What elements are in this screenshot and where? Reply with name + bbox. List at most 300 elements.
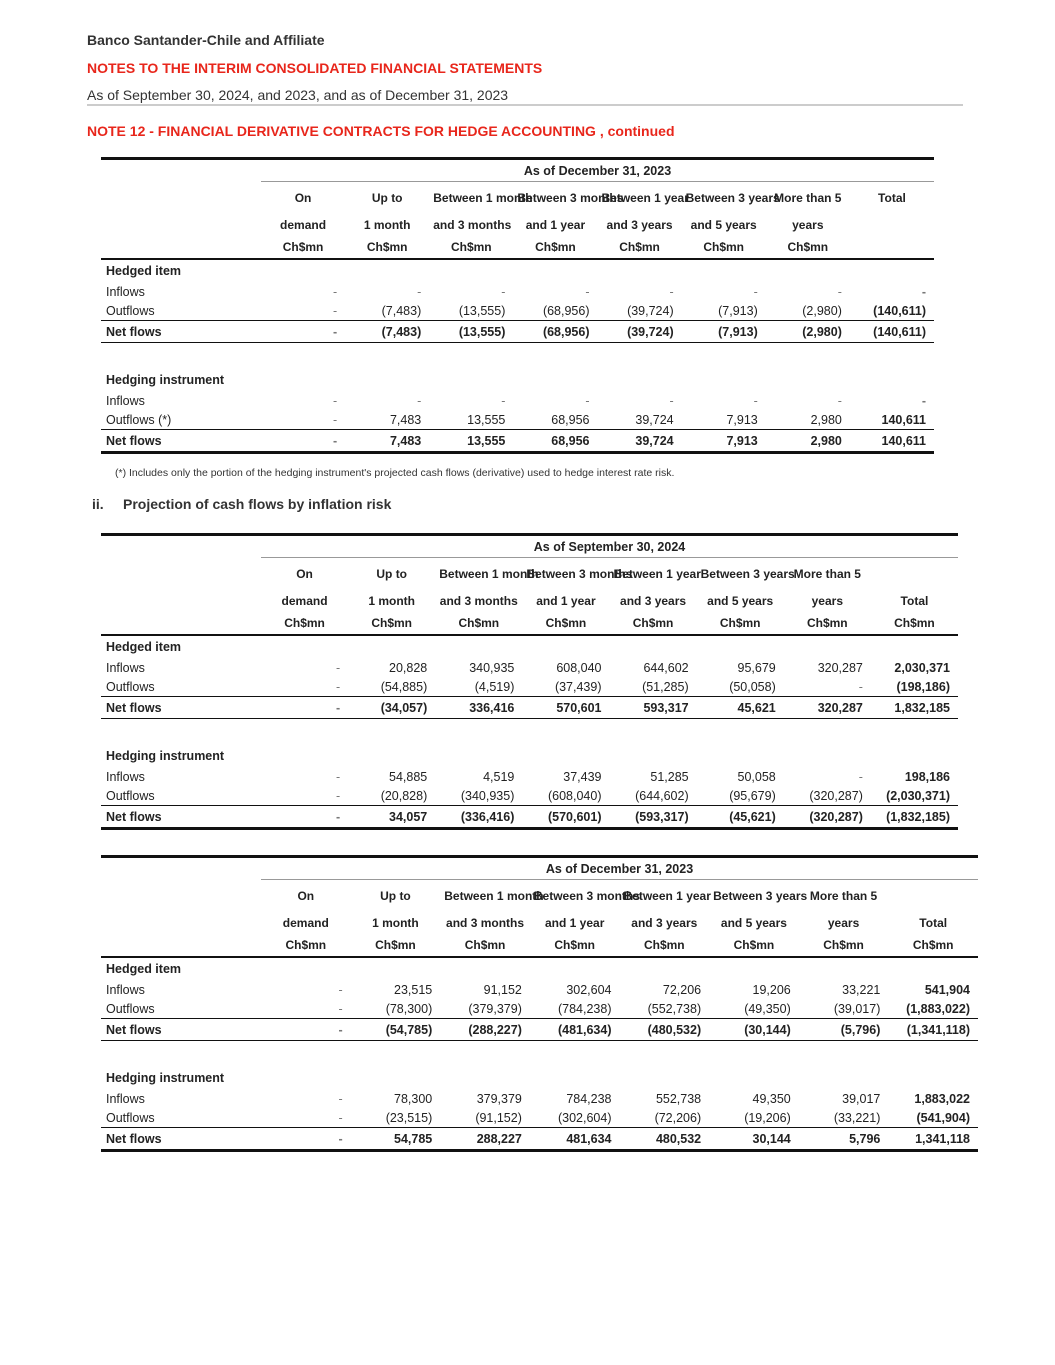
cell-value: - xyxy=(858,769,863,784)
section-label: Hedging instrument xyxy=(106,373,225,387)
column-header: and 3 years xyxy=(606,218,673,232)
cell-value: (4,519) xyxy=(474,679,515,694)
column-header-row xyxy=(101,236,934,259)
blank-cell xyxy=(598,369,682,391)
cell-value: (340,935) xyxy=(460,788,515,803)
row-label: Outflows (*) xyxy=(106,412,172,427)
section-label: Hedged item xyxy=(106,962,182,976)
column-header: 1 month xyxy=(363,218,411,232)
cell-value: 379,379 xyxy=(476,1091,522,1106)
cell-value: (481,634) xyxy=(530,1019,620,1041)
cell-value: - xyxy=(261,1019,351,1041)
blank-cell xyxy=(610,745,697,767)
column-header: Ch$mn xyxy=(610,612,697,635)
cell-value: (593,317) xyxy=(610,806,697,829)
section-row xyxy=(101,957,978,980)
table-title-row xyxy=(101,857,978,880)
cell-value: (54,785) xyxy=(351,1019,441,1041)
blank-cell xyxy=(709,957,799,980)
blank-cell xyxy=(101,182,261,215)
blank-cell xyxy=(435,745,522,767)
cell-value: (5,796) xyxy=(799,1019,889,1041)
cell-value: 20,828 xyxy=(389,660,428,675)
table-title-row xyxy=(101,535,958,558)
blank-cell xyxy=(261,369,345,391)
cell-value: 30,144 xyxy=(709,1128,799,1151)
cell-value: (91,152) xyxy=(475,1110,522,1125)
section-label: Hedging instrument xyxy=(106,749,225,763)
net-flows-row xyxy=(101,1019,978,1041)
blank-cell xyxy=(709,1067,799,1089)
cell-value: 91,152 xyxy=(483,982,522,997)
cell-value: (1,341,118) xyxy=(888,1019,978,1041)
cell-value: 2,980 xyxy=(766,430,850,453)
blank-cell xyxy=(101,535,261,558)
blank-cell xyxy=(682,369,766,391)
row-label: Inflows xyxy=(106,660,145,675)
blank-cell xyxy=(101,1041,978,1068)
cell-value: 54,885 xyxy=(389,769,428,784)
column-header: Between 1 year xyxy=(623,888,711,903)
cell-value: 13,555 xyxy=(429,430,513,453)
blank-cell xyxy=(261,259,345,282)
blank-cell xyxy=(101,214,261,236)
row-label: Outflows xyxy=(106,679,155,694)
cell-value: 541,904 xyxy=(924,982,970,997)
blank-cell xyxy=(435,635,522,658)
cell-value: - xyxy=(338,1091,343,1106)
cell-value: 19,206 xyxy=(752,982,791,997)
cell-value: 2,980 xyxy=(810,412,842,427)
cell-value: (39,724) xyxy=(598,321,682,343)
cell-value: 1,341,118 xyxy=(888,1128,978,1151)
blank-cell xyxy=(620,957,710,980)
row-label: Net flows xyxy=(101,321,261,343)
table-row xyxy=(101,410,934,430)
row-label: Outflows xyxy=(106,303,155,318)
table-row xyxy=(101,301,934,321)
row-label: Net flows xyxy=(101,1128,261,1151)
cell-value: (320,287) xyxy=(784,806,871,829)
blank-cell xyxy=(351,1067,441,1089)
cell-value: (320,287) xyxy=(809,788,863,803)
cell-value: 95,679 xyxy=(737,660,776,675)
cell-value: (7,483) xyxy=(345,321,429,343)
cell-value: 593,317 xyxy=(610,697,697,719)
cell-value: (7,913) xyxy=(718,303,758,318)
blank-cell xyxy=(871,745,958,767)
column-header: Total xyxy=(919,916,948,930)
inflation-table-sep-2024 xyxy=(101,533,958,830)
table-row xyxy=(101,786,958,806)
column-header: Ch$mn xyxy=(440,934,530,957)
cell-value: - xyxy=(335,788,341,803)
column-header: Between 3 years xyxy=(685,190,780,205)
column-header-row xyxy=(101,182,934,215)
blank-cell xyxy=(784,745,871,767)
cell-value: - xyxy=(417,284,422,299)
cell-value: - xyxy=(837,284,842,299)
column-header: Ch$mn xyxy=(888,934,978,957)
section-label: Hedging instrument xyxy=(106,1071,225,1085)
cell-value: 336,416 xyxy=(435,697,522,719)
column-header: Between 1 year xyxy=(613,566,701,581)
cell-value: 7,483 xyxy=(345,430,429,453)
cell-value: - xyxy=(338,1110,343,1125)
blank-cell xyxy=(261,635,348,658)
blank-cell xyxy=(850,259,934,282)
blank-cell xyxy=(697,635,784,658)
column-header: Between 3 months xyxy=(526,566,633,581)
blank-cell xyxy=(261,745,348,767)
table-row xyxy=(101,999,978,1019)
cell-value: (37,439) xyxy=(554,679,602,694)
column-header: Ch$mn xyxy=(530,934,620,957)
cell-value: (13,555) xyxy=(429,321,513,343)
blank-cell xyxy=(345,259,429,282)
column-header: demand xyxy=(281,594,328,608)
row-label: Net flows xyxy=(101,1019,261,1041)
spacer-row xyxy=(101,1041,978,1068)
cell-value: (95,679) xyxy=(729,788,776,803)
column-header: Ch$mn xyxy=(620,934,710,957)
column-header: Between 1 month xyxy=(439,566,539,581)
cell-value: (72,206) xyxy=(654,1110,702,1125)
cell-value: 644,602 xyxy=(643,660,689,675)
column-header: and 1 year xyxy=(536,594,596,608)
cell-value: - xyxy=(858,679,863,694)
table-title: As of December 31, 2023 xyxy=(261,857,978,880)
column-header: Between 1 month xyxy=(444,888,544,903)
cell-value: (54,885) xyxy=(380,679,428,694)
cell-value: 7,913 xyxy=(726,412,758,427)
column-header: Between 3 years xyxy=(713,888,808,903)
document-title: NOTES TO THE INTERIM CONSOLIDATED FINANCIAL STATEMENTS xyxy=(87,60,543,76)
cell-value: (34,057) xyxy=(348,697,435,719)
column-header: and 3 months xyxy=(433,218,512,232)
table-row xyxy=(101,980,978,999)
cell-value: (784,238) xyxy=(557,1001,612,1016)
column-header-row xyxy=(101,934,978,957)
cell-value: 51,285 xyxy=(650,769,689,784)
blank-cell xyxy=(101,880,261,913)
cell-value: 72,206 xyxy=(662,982,702,997)
column-header: Between 3 years xyxy=(700,566,795,581)
section-label: Hedged item xyxy=(106,640,182,654)
blank-cell xyxy=(871,635,958,658)
cell-value: 140,611 xyxy=(850,430,934,453)
column-header: Ch$mn xyxy=(871,612,958,635)
cell-value: - xyxy=(332,412,338,427)
column-header: Ch$mn xyxy=(351,934,441,957)
cell-value: (2,980) xyxy=(766,321,850,343)
cell-value: 1,832,185 xyxy=(871,697,958,719)
column-header xyxy=(871,558,958,591)
cell-value: - xyxy=(261,697,348,719)
cell-value: - xyxy=(669,393,674,408)
cell-value: 78,300 xyxy=(394,1091,433,1106)
cell-value: (78,300) xyxy=(385,1001,433,1016)
cell-value: - xyxy=(335,769,341,784)
blank-cell xyxy=(513,259,597,282)
inflation-table-dec-2023 xyxy=(101,855,978,1152)
section-row xyxy=(101,259,934,282)
column-header: and 3 months xyxy=(446,916,525,930)
blank-cell xyxy=(620,1067,710,1089)
row-label: Outflows xyxy=(106,788,155,803)
blank-cell xyxy=(101,558,261,591)
column-header: On xyxy=(297,888,315,903)
company-name: Banco Santander-Chile and Affiliate xyxy=(87,32,325,48)
blank-cell xyxy=(351,957,441,980)
column-header: Total xyxy=(900,594,929,608)
blank-cell xyxy=(348,745,435,767)
table-title: As of September 30, 2024 xyxy=(261,535,958,558)
cell-value: 23,515 xyxy=(394,982,433,997)
column-header: and 3 years xyxy=(620,594,687,608)
column-header: Ch$mn xyxy=(522,612,609,635)
table-row xyxy=(101,282,934,301)
blank-cell xyxy=(682,259,766,282)
cell-value: (480,532) xyxy=(620,1019,710,1041)
table-row xyxy=(101,767,958,786)
column-header: years xyxy=(792,218,824,232)
cell-value: 39,724 xyxy=(598,430,682,453)
cell-value: (1,883,022) xyxy=(906,1001,970,1016)
cell-value: (39,724) xyxy=(627,303,674,318)
row-label: Net flows xyxy=(101,697,261,719)
cell-value: - xyxy=(585,393,590,408)
column-header: Ch$mn xyxy=(766,236,850,259)
cell-value: 198,186 xyxy=(904,769,950,784)
column-header: Ch$mn xyxy=(697,612,784,635)
column-header: Ch$mn xyxy=(348,612,435,635)
note-title: NOTE 12 - FINANCIAL DERIVATIVE CONTRACTS FOR HEDGE ACCOUNTING , continued xyxy=(87,123,675,139)
cell-value: (608,040) xyxy=(547,788,602,803)
row-label: Inflows xyxy=(106,982,145,997)
column-header: and 5 years xyxy=(720,916,787,930)
cell-value: - xyxy=(332,284,338,299)
cell-value: - xyxy=(921,284,926,299)
cell-value: 552,738 xyxy=(655,1091,702,1106)
column-header: Up to xyxy=(380,888,411,903)
cell-value: (552,738) xyxy=(647,1001,702,1016)
blank-cell xyxy=(598,259,682,282)
cell-value: 13,555 xyxy=(467,412,506,427)
row-label: Inflows xyxy=(106,284,145,299)
cell-value: 340,935 xyxy=(469,660,515,675)
cell-value: (13,555) xyxy=(458,303,506,318)
section-title: Projection of cash flows by inflation risk xyxy=(123,496,392,512)
cell-value: 49,350 xyxy=(752,1091,791,1106)
column-header: On xyxy=(294,190,312,205)
cell-value: - xyxy=(338,1001,343,1016)
column-header: Between 1 year xyxy=(601,190,689,205)
cell-value: 784,238 xyxy=(566,1091,612,1106)
cell-value: 302,604 xyxy=(566,982,612,997)
cell-value: (2,030,371) xyxy=(886,788,950,803)
column-header: and 1 year xyxy=(545,916,605,930)
blank-cell xyxy=(888,957,978,980)
table-row xyxy=(101,391,934,410)
cell-value: 54,785 xyxy=(351,1128,441,1151)
cell-value: - xyxy=(837,393,842,408)
column-header: Ch$mn xyxy=(261,612,348,635)
footnote: (*) Includes only the portion of the hedging instrument's projected cash flows (derivative) used to hedge interest rate risk. xyxy=(115,467,675,479)
net-flows-row xyxy=(101,1128,978,1151)
cell-value: 481,634 xyxy=(530,1128,620,1151)
blank-cell xyxy=(101,857,261,880)
column-header: Ch$mn xyxy=(429,236,513,259)
blank-cell xyxy=(530,957,620,980)
cell-value: - xyxy=(335,660,341,675)
cell-value: 33,221 xyxy=(842,982,881,997)
cell-value: 320,287 xyxy=(817,660,863,675)
cell-value: (140,611) xyxy=(850,321,934,343)
section-number: ii. xyxy=(92,496,104,512)
blank-cell xyxy=(784,635,871,658)
cell-value: 34,057 xyxy=(348,806,435,829)
row-label: Inflows xyxy=(106,1091,145,1106)
net-flows-row xyxy=(101,806,958,829)
cell-value: 68,956 xyxy=(513,430,597,453)
blank-cell xyxy=(101,590,261,612)
row-label: Net flows xyxy=(101,430,261,453)
cell-value: (7,913) xyxy=(682,321,766,343)
table-title-row xyxy=(101,159,934,182)
net-flows-row xyxy=(101,430,934,453)
row-label: Outflows xyxy=(106,1001,155,1016)
cell-value: - xyxy=(261,806,348,829)
cell-value: (541,904) xyxy=(916,1110,970,1125)
blank-cell xyxy=(522,635,609,658)
cell-value: (23,515) xyxy=(385,1110,433,1125)
cell-value: 39,017 xyxy=(842,1091,881,1106)
blank-cell xyxy=(101,612,261,635)
section-row xyxy=(101,745,958,767)
cell-value: - xyxy=(417,393,422,408)
cell-value: (288,227) xyxy=(440,1019,530,1041)
column-header: More than 5 xyxy=(774,190,842,205)
cell-value: 1,883,022 xyxy=(914,1091,970,1106)
column-header: years xyxy=(827,916,860,930)
row-label: Inflows xyxy=(106,769,145,784)
section-row xyxy=(101,1067,978,1089)
column-header: More than 5 xyxy=(793,566,861,581)
blank-cell xyxy=(101,159,261,182)
cell-value: - xyxy=(332,303,338,318)
cell-value: - xyxy=(921,393,926,408)
column-header: Between 1 month xyxy=(433,190,533,205)
cell-value: - xyxy=(261,1128,351,1151)
cell-value: 7,913 xyxy=(682,430,766,453)
cell-value: 39,724 xyxy=(635,412,674,427)
column-header: Ch$mn xyxy=(345,236,429,259)
blank-cell xyxy=(766,369,850,391)
blank-cell xyxy=(261,957,351,980)
column-header: More than 5 xyxy=(809,888,878,903)
cell-value: 480,532 xyxy=(620,1128,710,1151)
cell-value: 7,483 xyxy=(389,412,422,427)
section-label: Hedged item xyxy=(106,264,182,278)
column-header: 1 month xyxy=(368,594,416,608)
cell-value: (379,379) xyxy=(468,1001,522,1016)
net-flows-row xyxy=(101,697,958,719)
cell-value: 2,030,371 xyxy=(894,660,950,675)
cell-value: 45,621 xyxy=(697,697,784,719)
cell-value: - xyxy=(753,393,758,408)
table-row xyxy=(101,677,958,697)
cell-value: (140,611) xyxy=(873,303,926,318)
blank-cell xyxy=(101,236,261,259)
column-header: demand xyxy=(280,218,327,232)
cell-value: (1,832,185) xyxy=(871,806,958,829)
blank-cell xyxy=(429,259,513,282)
cell-value: (570,601) xyxy=(522,806,609,829)
cell-value: (50,058) xyxy=(729,679,776,694)
row-label: Inflows xyxy=(106,393,145,408)
cell-value: - xyxy=(501,284,506,299)
table-title: As of December 31, 2023 xyxy=(261,159,934,182)
blank-cell xyxy=(850,369,934,391)
blank-cell xyxy=(799,1067,889,1089)
column-header xyxy=(850,236,934,259)
column-header: Ch$mn xyxy=(261,934,351,957)
cell-value: - xyxy=(261,430,345,453)
blank-cell xyxy=(261,1067,351,1089)
cell-value: (198,186) xyxy=(896,679,950,694)
column-header xyxy=(888,880,978,913)
column-header: Total xyxy=(878,190,906,205)
spacer-row xyxy=(101,343,934,370)
cell-value: - xyxy=(338,982,343,997)
cell-value: - xyxy=(335,679,341,694)
cell-value: (68,956) xyxy=(513,321,597,343)
cell-value: 288,227 xyxy=(440,1128,530,1151)
cell-value: 4,519 xyxy=(483,769,515,784)
cell-value: - xyxy=(669,284,674,299)
column-header: 1 month xyxy=(372,916,419,930)
column-header: and 1 year xyxy=(525,218,586,232)
cell-value: 37,439 xyxy=(563,769,602,784)
blank-cell xyxy=(101,343,934,370)
blank-cell xyxy=(888,1067,978,1089)
row-label: Net flows xyxy=(101,806,261,829)
spacer-row xyxy=(101,719,958,746)
cell-value: 5,796 xyxy=(799,1128,889,1151)
column-header-row xyxy=(101,612,958,635)
cell-value: (68,956) xyxy=(542,303,590,318)
column-header: Ch$mn xyxy=(598,236,682,259)
cell-value: (30,144) xyxy=(709,1019,799,1041)
cell-value: (644,602) xyxy=(635,788,689,803)
cell-value: - xyxy=(585,284,590,299)
cell-value: 50,058 xyxy=(737,769,776,784)
blank-cell xyxy=(610,635,697,658)
section-row xyxy=(101,369,934,391)
blank-cell xyxy=(348,635,435,658)
blank-cell xyxy=(697,745,784,767)
column-header: and 5 years xyxy=(707,594,774,608)
cell-value: 68,956 xyxy=(551,412,590,427)
table-row xyxy=(101,1108,978,1128)
cell-value: 320,287 xyxy=(784,697,871,719)
header-divider xyxy=(87,104,963,106)
blank-cell xyxy=(522,745,609,767)
cell-value: (39,017) xyxy=(833,1001,881,1016)
column-header: Ch$mn xyxy=(682,236,766,259)
blank-cell xyxy=(345,369,429,391)
